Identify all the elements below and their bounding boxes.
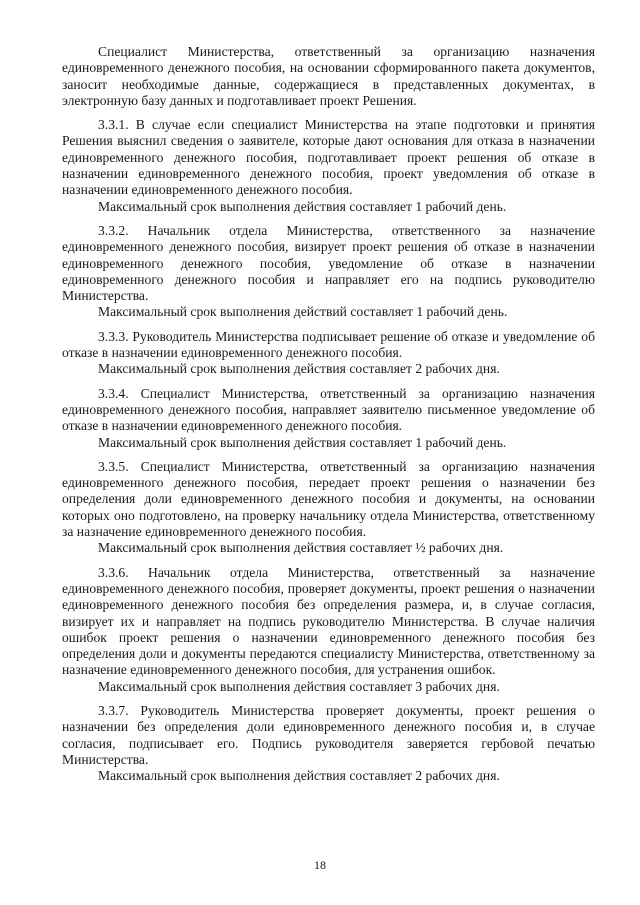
paragraph: 3.3.2. Начальник отдела Министерства, ответственного за назначение единовременного денежного пособия, визирует проект решения об отказе в назначении единовременного денежного пособия, уведомление об отказе в назначении единовременного денежного пособия и направляет его на подпись руководителю Министерства. (62, 222, 595, 304)
paragraph-deadline: Максимальный срок выполнения действия составляет ½ рабочих дня. (98, 540, 504, 556)
paragraph-deadline: Максимальный срок выполнения действия составляет 1 рабочий день. (98, 198, 507, 214)
paragraph: Специалист Министерства, ответственный за организацию назначения единовременного денежного пособия, на основании сформированного пакета документов, заносит необходимые данные, содержащиеся в представленных документах, в электронную базу данных и подготавливает проект Решения. (62, 44, 595, 108)
document-page (62, 44, 595, 784)
paragraph: 3.3.5. Специалист Министерства, ответственный за организацию назначения единовременного денежного пособия, передает проект решения о назначении без определения доли единовременного денежного пособия и документы, на основании которых оно подготовлено, на проверку начальнику отдела Министерства, ответственному за назначение единовременного денежного пособия. (62, 458, 595, 540)
paragraph-deadline: Максимальный срок выполнения действия составляет 1 рабочий день. (98, 434, 507, 450)
paragraph: 3.3.7. Руководитель Министерства проверяет документы, проект решения о назначении без определения доли единовременного денежного пособия и, в случае согласия, подписывает его. Подпись руководителя заверяется гербовой печатью Министерства. (62, 702, 595, 767)
paragraph: 3.3.6. Начальник отдела Министерства, ответственный за назначение единовременного денежного пособия, проверяет документы, проект решения о назначении единовременного денежного пособия без определения размера, и, в случае согласия, визирует их и направляет на подпись руководителю Министерства. В случае наличия ошибок проект решения о назначении единовременного денежного пособия без определения доли и документы передаются специалисту Министерства, ответственному за назначение единовременного денежного пособия, для устранения ошибок. (62, 564, 595, 678)
paragraph-deadline: Максимальный срок выполнения действий составляет 1 рабочий день. (98, 304, 508, 320)
paragraph-deadline: Максимальный срок выполнения действия составляет 3 рабочих дня. (98, 678, 500, 694)
page-number: 18 (314, 858, 326, 872)
paragraph: 3.3.1. В случае если специалист Министерства на этапе подготовки и принятия Решения выяснил сведения о заявителе, которые дают основания для отказа в назначении единовременного денежного пособия, подготавливает проект решения об отказе в назначении единовременного денежного пособия, проект уведомления об отказе в назначении единовременного денежного пособия. (62, 117, 595, 198)
paragraph-deadline: Максимальный срок выполнения действия составляет 2 рабочих дня. (98, 768, 500, 784)
paragraph-deadline: Максимальный срок выполнения действия составляет 2 рабочих дня. (98, 361, 500, 377)
paragraph: 3.3.3. Руководитель Министерства подписывает решение об отказе и уведомление об отказе в назначении единовременного денежного пособия. (62, 328, 595, 361)
paragraph: 3.3.4. Специалист Министерства, ответственный за организацию назначения единовременного денежного пособия, направляет заявителю письменное уведомление об отказе в назначении единовременного денежного пособия. (62, 385, 595, 434)
